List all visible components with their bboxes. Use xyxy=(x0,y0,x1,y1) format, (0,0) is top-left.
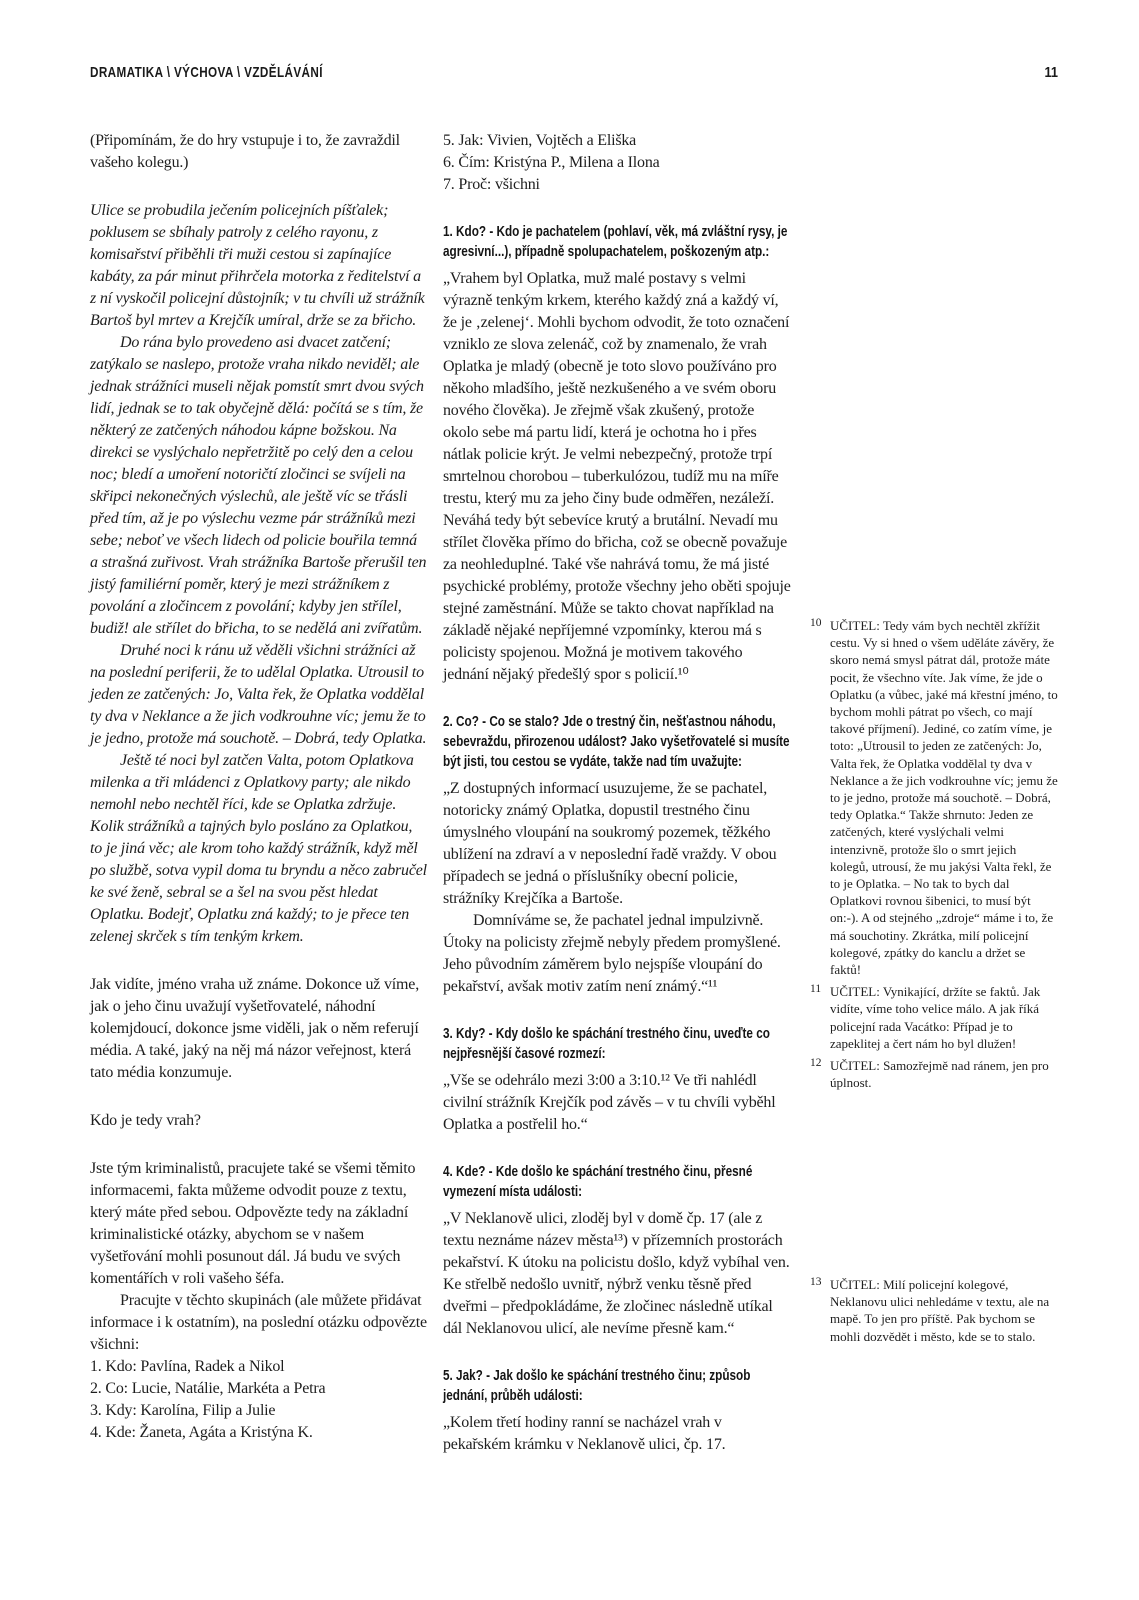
quote-paragraph: Druhé noci k ránu už věděli všichni strážníci až na poslední periferii, že to udělal Oplatka. Utrousil to jeden ze zatčených: Jo, Valta řek, že Oplatka voddělal ty dva v Neklance a že jich vodkrouhne víc; jemu že to je jedno, protože má souchotě. – Dobrá, tedy Oplatka. xyxy=(90,642,427,747)
footnote-number: 11 xyxy=(810,983,822,996)
answer-paragraph: „Vrahem byl Oplatka, muž malé postavy s velmi výrazně tenkým krkem, kterého každý zná a každý ví, že je ‚zelenej‘. Mohli bychom odvodit, že toto označení vzniklo ze slova zelenáč, což by znamenalo, že vrah Oplatka je mladý (obecně je toto slovo používáno pro někoho mladšího, ještě nezkušeného a ve svém oboru nového člověka). Je zřejmě však zkušený, protože okolo sebe má partu lidí, která je ochotna ho i přes nátlak policie krýt. Je velmi nebezpečný, protože trpí smrtelnou chorobou – tuberkulózou, tudíž mu na míře trestu, který mu za jeho činy bude odměřen, nezáleží. Neváhá tedy být sebevíce krutý a brutální. Nevadí mu střílet člověka přímo do břicha, což se obecně považuje za neohleduplné. Také vše nahrává tomu, že má jisté psychické problémy, protože všechny jeho oběti spojuje stejné zaměstnání. Může se takto chovat například na základě nějaké nepříjemné vzpomínky, kterou má s policisty spojenou. Možná je motivem takového jednání nějaký předešlý spor s policií.¹⁰ xyxy=(443,270,791,683)
footnote-text: UČITEL: Samozřejmě nad ránem, jen pro úplnost. xyxy=(830,1058,1049,1091)
task-paragraph: Jste tým kriminalistů, pracujete také se všemi těmito informacemi, fakta můžeme odvodit pouze z textu, který máte před sebou. Odpovězte tedy na základní kriminalistické otázky, abychom se v našem vyšetřování mohli posunout dál. Já budu ve svých komentářích v roli vašeho šéfa. xyxy=(90,1160,416,1287)
footnote-12 xyxy=(796,1057,1058,1091)
group-assignment: 2. Co: Lucie, Natálie, Markéta a Petra xyxy=(90,1380,326,1397)
journal-title: DRAMATIKA \ VÝCHOVA \ VZDĚLÁVÁNÍ xyxy=(90,64,323,81)
question-line: Kdo je tedy vrah? xyxy=(90,1112,201,1129)
intro-paragraph: (Připomínám, že do hry vstupuje i to, že zavraždil vašeho kolegu.) xyxy=(90,132,400,171)
group-assignment: 3. Kdy: Karolína, Filip a Julie xyxy=(90,1402,276,1419)
footnote-text: UČITEL: Tedy vám bych nechtěl zkřížit cestu. Vy si hned o všem uděláte závěry, že skoro nemá smysl pátrat dál, protože máte pocit, že všechno víte. Jak víme, že jde o Oplatku (a vůbec, jaké má křestní jméno, to bychom mohli pátrat po všech, co mají takové příjmení). Jediné, co zatím víme, je toto: „Utrousil to jeden ze zatčených: Jo, Valta řek, že Oplatka voddělal ty dva v Neklance a že jich vodkrouhne víc; jemu že to je jedno, protože má souchotě. – Dobrá, tedy Oplatka.“ Takže shrnuto: Jeden ze zatčených, které vyslýchali velmi intenzivně, protože šlo o smrt jejich kolegů, utrousí, že mu jakýsi Valta řekl, že to je Oplatka. – No tak to bych dal Oplatkovi rovnou šibenici, to musí být on:-). A od stejného „zdroje“ máme i to, že má souchotiny. Zkrátka, milí policejní kolegové, zpátky do kanclu a držet se faktů! xyxy=(830,618,1058,978)
qa-block-3 xyxy=(443,1024,791,1136)
footnote-column-upper xyxy=(796,617,1058,1096)
qa-block-4 xyxy=(443,1162,791,1340)
question-heading: 3. Kdy? - Kdy došlo ke spáchání trestného činu, uveďte co nejpřesnější časové rozmezí: xyxy=(443,1026,770,1062)
quote-paragraph: Do rána bylo provedeno asi dvacet zatčení; zatýkalo se naslepo, protože vraha nikdo neviděl; ale jednak strážníci museli nějak pomstít smrt dvou svých lidí, jednak se to tak obyčejně dělá: počítá se s tím, že některý ze zatčených náhodou kápne božskou. Na direkci se vyslýchalo nepřetržitě po celý den a celou noc; bledí a umoření notoričtí zločinci se svíjeli na skřipci nekonečných výslechů, ale ještě víc se třásli před tím, až je po výslechu vezme pár strážníků mezi sebe; neboť ve všech lidech od policie bouřila temná a strašná zuřivost. Vrah strážníka Bartoše přerušil ten jistý familiérní poměr, který je mezi strážníkem z povolání a zločincem z povolání; kdyby jen střílel, budiž! ale střílet do břicha, to se nedělá ani zvířatům. xyxy=(90,334,427,637)
footnote-13 xyxy=(796,1276,1058,1345)
answer-paragraph: „Z dostupných informací usuzujeme, že se pachatel, notoricky známý Oplatka, dopustil trestného činu úmyslného vloupání na soukromý pozemek, těžkého ublížení na zdraví a v neposlední řadě vraždy. V obou případech se jedná o příslušníky obecní policie, strážníky Krejčíka a Bartoše. xyxy=(443,780,777,907)
group-assignment-list xyxy=(443,130,791,196)
question-heading: 1. Kdo? - Kdo je pachatelem (pohlaví, věk, má zvláštní rysy, je agresivní...), případně spolupachatelem, poškozeným atp.: xyxy=(443,224,788,260)
column-middle xyxy=(443,130,791,1456)
footnote-number: 13 xyxy=(810,1276,822,1288)
answer-paragraph: Domníváme se, že pachatel jednal impulzivně. Útoky na policisty zřejmě nebyly předem promyšlené. Jeho původním záměrem bylo nejspíše vloupání do pekařství, avšak motiv zatím není známý.“¹¹ xyxy=(443,912,781,995)
question-heading: 4. Kde? - Kde došlo ke spáchání trestného činu, přesné vymezení místa události: xyxy=(443,1164,753,1200)
group-assignment: 1. Kdo: Pavlína, Radek a Nikol xyxy=(90,1358,285,1375)
literary-quote-block xyxy=(90,200,428,948)
footnote-11 xyxy=(796,983,1058,1052)
group-assignment: 5. Jak: Vivien, Vojtěch a Eliška xyxy=(443,132,637,149)
column-left xyxy=(90,130,428,1444)
task-paragraph: Pracujte v těchto skupinách (ale můžete přidávat informace i k ostatním), na poslední otázku odpovězte všichni: xyxy=(90,1292,427,1353)
qa-block-1 xyxy=(443,222,791,686)
answer-paragraph: „Kolem třetí hodiny ranní se nacházel vrah v pekařském krámku v Neklanově ulici, čp. 17. xyxy=(443,1414,726,1453)
group-assignment: 7. Proč: všichni xyxy=(443,176,540,193)
quote-paragraph: Ještě té noci byl zatčen Valta, potom Oplatkova milenka a tři mládenci z Oplatkovy party; ale nikdo nemohl nebo nechtěl říci, kde se Oplatka zdržuje. Kolik strážníků a tajných bylo posláno za Oplatkou, to je jiná věc; ale krom toho každý strážník, když měl po službě, sotva vypil doma tu bryndu a něco zabručel ke své ženě, sebral se a šel na svou pěst hledat Oplatku. Bodejť, Oplatku zná každý; to je přece ten zelenej skrček s tím tenkým krkem. xyxy=(90,752,427,945)
qa-block-2 xyxy=(443,712,791,998)
answer-paragraph: „V Neklanově ulici, zloděj byl v domě čp. 17 (ale z textu neznáme název města¹³) v přízemních prostorách pekařství. K útoku na policistu došlo, když vybíhal ven. Ke střelbě nedošlo uvnitř, nýbrž venku těsně před dveřmi – předpokládáme, že zločinec následně utíkal dál Neklanovou ulicí, ale nevíme přesně kam.“ xyxy=(443,1210,790,1337)
footnote-number: 12 xyxy=(810,1057,822,1070)
commentary-paragraph: Jak vidíte, jméno vraha už známe. Dokonce už víme, jak o jeho činu uvažují vyšetřovatelé, náhodní kolemjdoucí, dokonce jsme viděli, jak o něm referují média. A také, jaký na něj má názor veřejnost, která tato média konzumuje. xyxy=(90,976,419,1081)
footnote-text: UČITEL: Milí policejní kolegové, Neklanovu ulici nehledáme v textu, ale na mapě. To jen pro příště. Pak bychom se mohli dozvědět i město, kde se to stalo. xyxy=(830,1277,1050,1344)
group-assignment: 6. Čím: Kristýna P., Milena a Ilona xyxy=(443,154,660,171)
footnote-number: 10 xyxy=(810,617,822,629)
group-assignment-list xyxy=(90,1356,428,1444)
page-number: 11 xyxy=(1044,64,1058,81)
question-heading: 2. Co? - Co se stalo? Jde o trestný čin, nešťastnou náhodu, sebevraždu, přirozenou událost? Jako vyšetřovatelé si musíte být jisti, tou cestou se vydáte, takže nad tím uvažujte: xyxy=(443,714,790,770)
group-assignment: 4. Kde: Žaneta, Agáta a Kristýna K. xyxy=(90,1424,313,1441)
question-heading: 5. Jak? - Jak došlo ke spáchání trestného činu; způsob jednání, průběh události: xyxy=(443,1368,751,1404)
answer-paragraph: „Vše se odehrálo mezi 3:00 a 3:10.¹² Ve tři nahlédl civilní strážník Krejčík pod závěs – v tu chvíli vyběhl Oplatka a postřelil ho.“ xyxy=(443,1072,776,1133)
qa-block-5 xyxy=(443,1366,791,1456)
quote-paragraph: Ulice se probudila ječením policejních píšťalek; poklusem se sbíhaly patroly z celého rayonu, z komisařství přiběhli tři muži cestou si zapínajíce kabáty, za pár minut přihrčela motorka z ředitelství a z ní vyskočil policejní důstojník; v tu chvíli už strážník Bartoš byl mrtev a Krejčík umíral, drže se za břicho. xyxy=(90,202,425,329)
footnote-text: UČITEL: Vynikající, držíte se faktů. Jak vidíte, víme toho velice málo. A jak říká policejní rada Vacátko: Případ je to zapeklitej a čert nám ho byl dlužen! xyxy=(830,984,1041,1051)
footnote-column-lower xyxy=(796,1276,1058,1350)
footnote-10 xyxy=(796,617,1058,978)
